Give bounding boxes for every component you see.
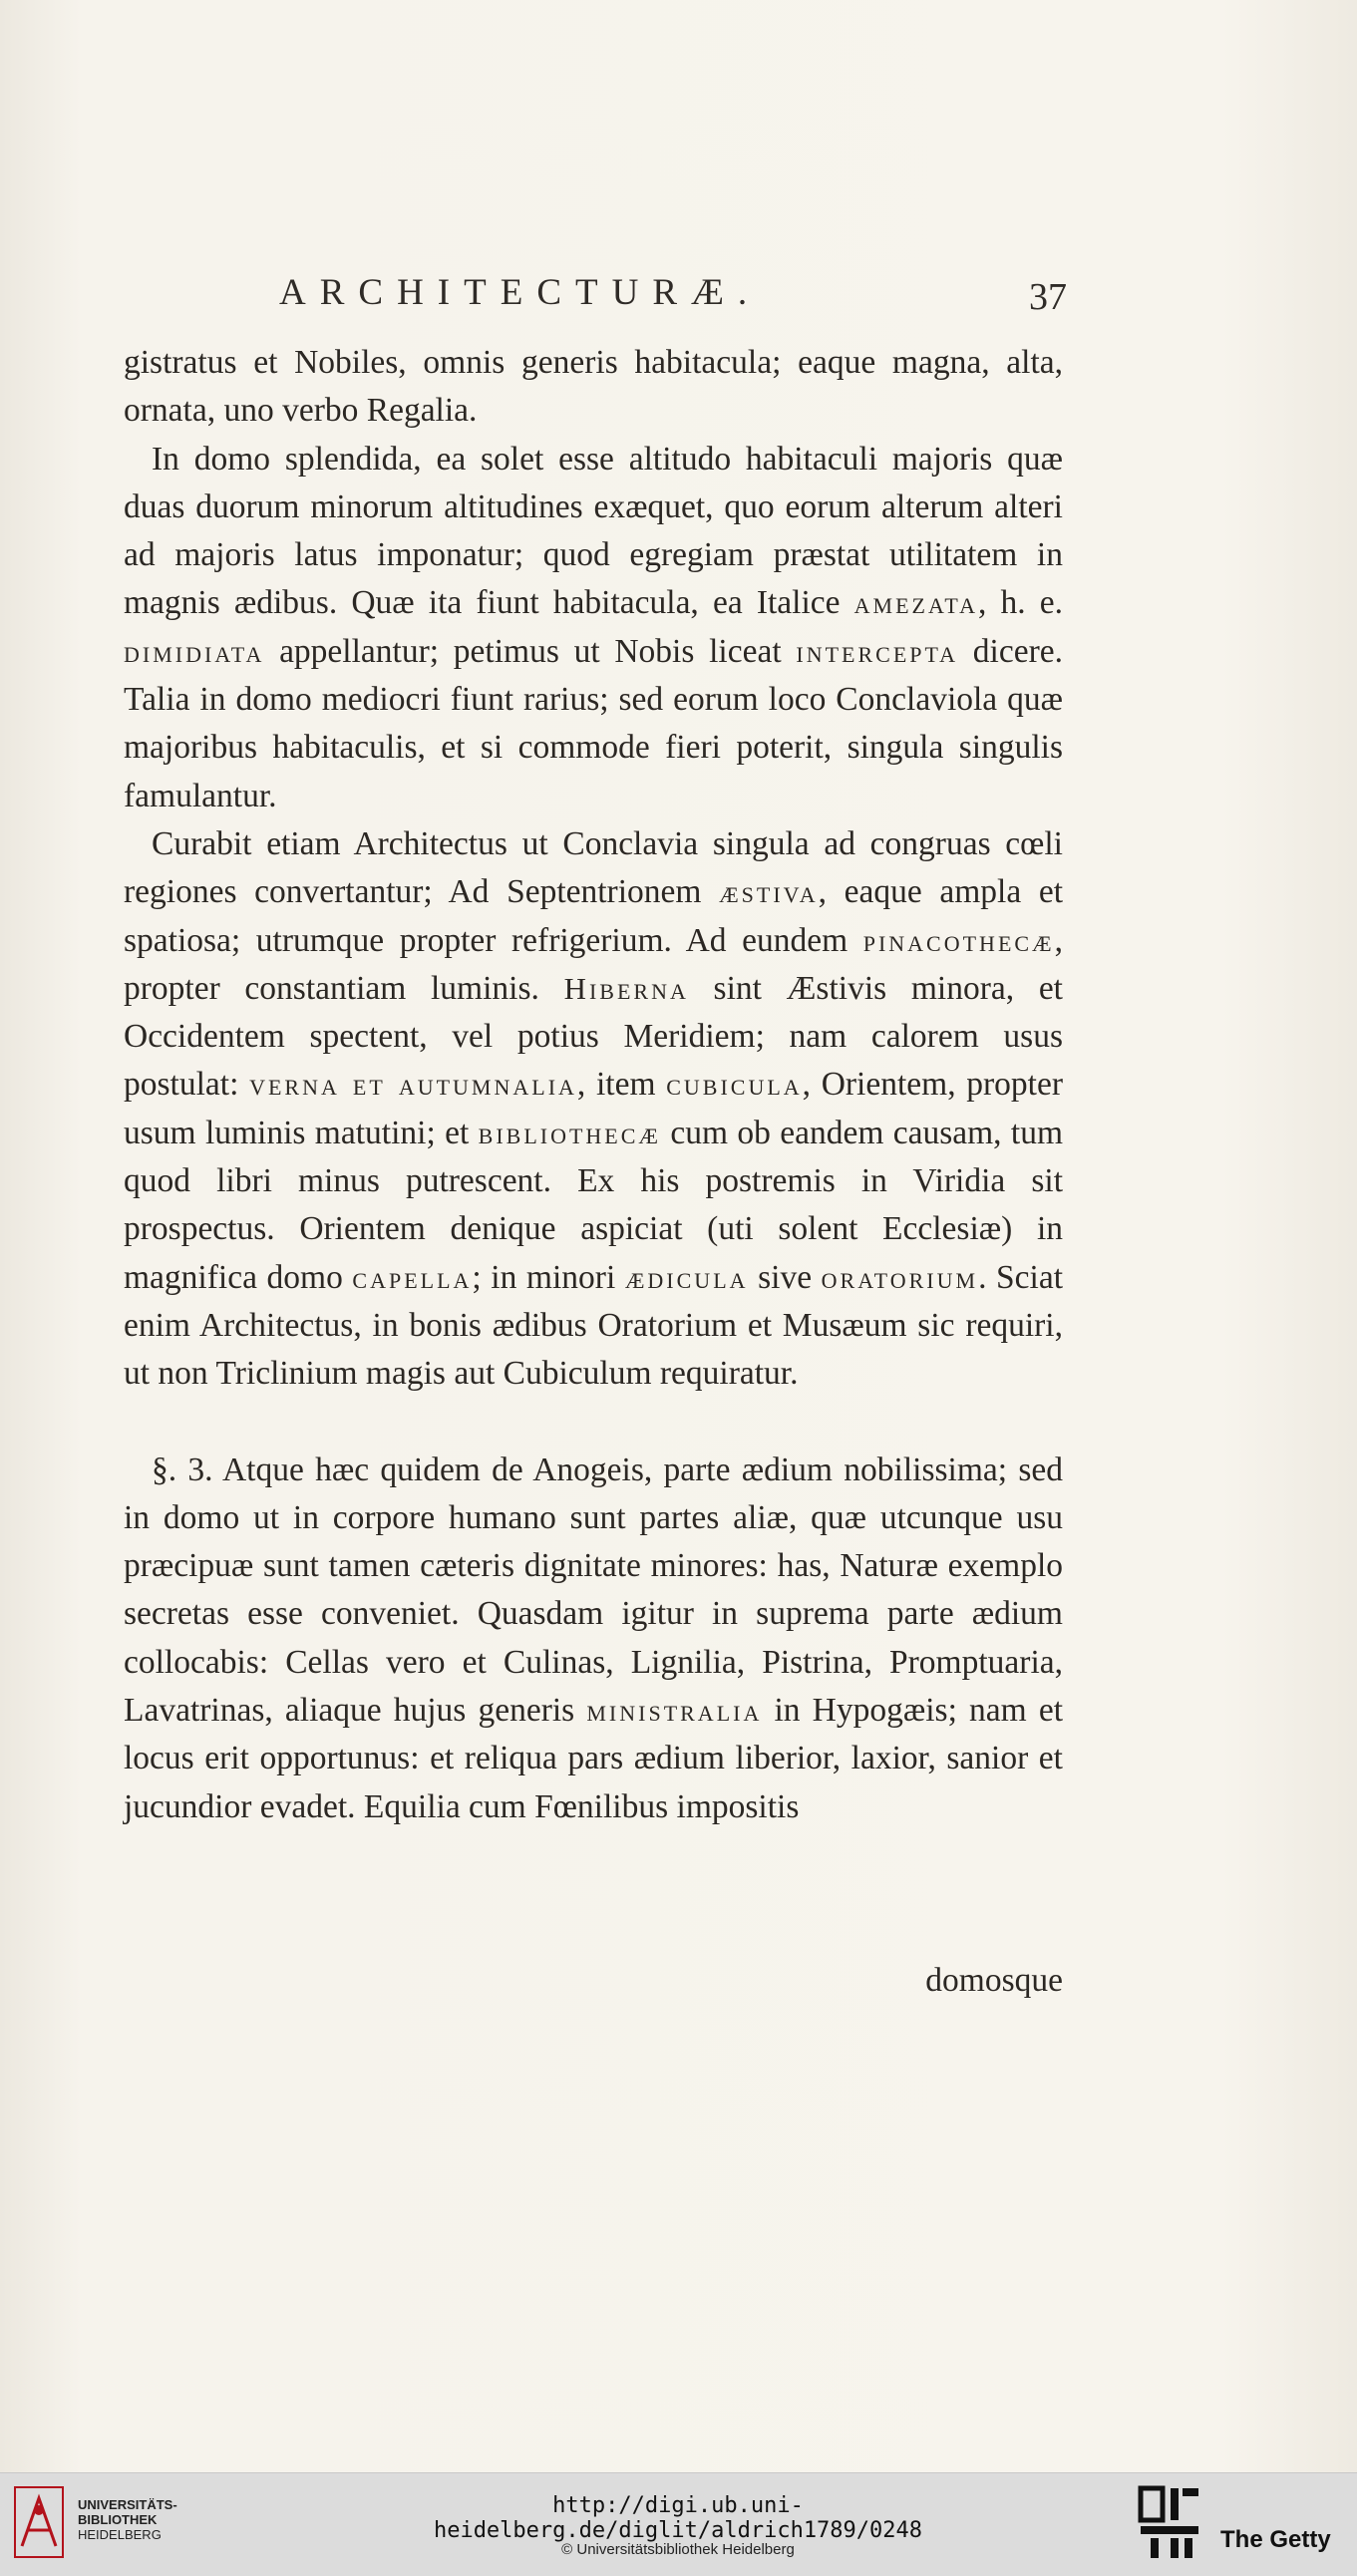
paragraph-1: gistratus et Nobiles, omnis generis habitacula; eaque magna, alta, ornata, uno verbo Regalia. bbox=[124, 344, 1063, 430]
paragraph-4: §. 3. Atque hæc quidem de Anogeis, parte ædium nobilissima; sed in domo ut in corpore humano sunt partes aliæ, quæ utcunque usu præcipuæ sunt tamen cæteris dignitate minores: has, Naturæ exemplo secretas esse conveniet. Quasdam igitur in suprema parte ædium collocabis: Cellas vero et Culinas, Lignilia, Pistrina, Promptuaria, Lavatrinas, aliaque hujus generis ministralia in Hypogæis; nam et locus erit opportunus: et reliqua pars ædium liberior, laxior, sanior et jucundior evadet. Equilia cum Fœnilibus impositis bbox=[124, 1450, 1063, 1825]
page-number: 37 bbox=[1029, 276, 1067, 318]
permalink-url[interactable]: http://digi.ub.uni-heidelberg.de/diglit/aldrich1789/0248 bbox=[433, 2493, 923, 2543]
main-text bbox=[124, 339, 1063, 1831]
catchword: domosque bbox=[925, 1962, 1063, 1999]
running-head: ARCHITECTURÆ. bbox=[279, 272, 762, 313]
page-header bbox=[279, 267, 1067, 327]
university-name: UNIVERSITÄTS- BIBLIOTHEK HEIDELBERG bbox=[78, 2497, 177, 2542]
paragraph-2: In domo splendida, ea solet esse altitudo habitaculi majoris quæ duas duorum minorum altitudines exæquet, quo eorum alterum alteri ad majoris latus imponatur; quod egregiam præstat utilitatem in magnis ædibus. Quæ ita fiunt habitacula, ea Italice amezata, h. e. dimidiata appellantur; petimus ut Nobis liceat intercepta dicere. Talia in domo mediocri fiunt rarius; sed eorum loco Conclaviola quæ majoribus habitaculis, et si commode fieri poterit, singula singulis famulantur. bbox=[124, 440, 1063, 814]
paragraph-3: Curabit etiam Architectus ut Conclavia singula ad congruas cœli regiones convertantur; Ad Septentrionem æstiva, eaque ampla et spatiosa; utrumque propter refrigerium. Ad eundem pinacothecæ, propter constantiam luminis. Hiberna sint Æstivis minora, et Occidentem spectent, vel potius Meridiem; nam calorem usus postulat: verna et autumnalia, item cubicula, Orientem, propter usum luminis matutini; et bibliothecæ cum ob eandem causam, tum quod libri minus putrescent. Ex his postremis in Viridia sit prospectus. Orientem denique aspiciat (uti solent Ecclesiæ) in magnifica domo capella; in minori ædicula sive oratorium. Sciat enim Architectus, in bonis ædibus Oratorium et Musæum sic requiri, ut non Triclinium magis aut Cubiculum requiratur. bbox=[124, 824, 1064, 1393]
getty-name: The Getty bbox=[1220, 2526, 1331, 2553]
getty-logo-icon bbox=[1137, 2484, 1202, 2562]
university-seal-icon bbox=[14, 2486, 64, 2558]
copyright-notice: © Universitätsbibliothek Heidelberg bbox=[561, 2541, 795, 2558]
